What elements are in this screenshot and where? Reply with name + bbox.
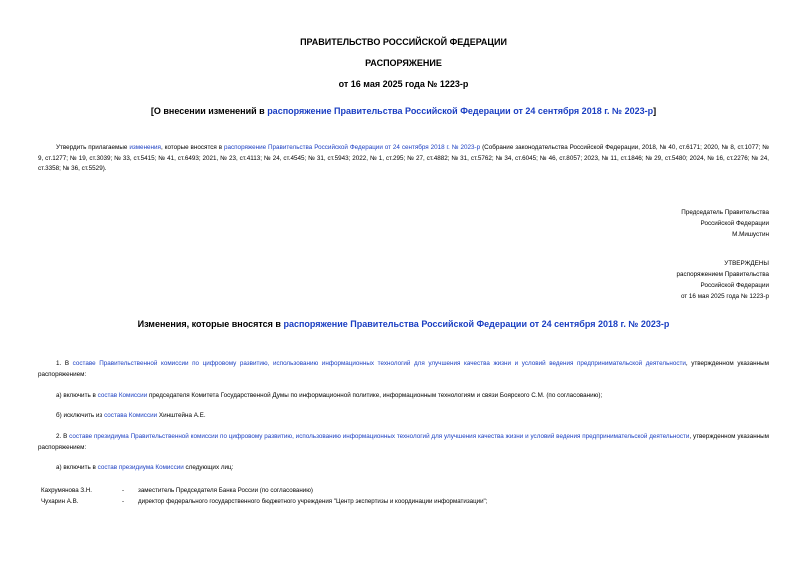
changes-title-link[interactable]: распоряжение Правительства Российской Федерации от 24 сентября 2018 г. № 2023-р [283,319,670,329]
item-1b-pre: б) исключить из [56,412,105,419]
person-description: директор федерального государственного бюджетного учреждения "Центр экспертизы и координации информатизации"; [138,498,488,505]
item-1-link[interactable]: составе Правительственной комиссии по цифровому развитию, использованию информационных технологий для улучшения качества жизни и условий ведения предпринимательской деятельности [72,360,686,367]
item-2-number: 2. В [56,433,70,440]
decree-link[interactable]: распоряжение Правительства Российской Федерации от 24 сентября 2018 г. № 2023-р [224,144,481,151]
person-dash: - [122,498,125,505]
title-link[interactable]: распоряжение Правительства Российской Федерации от 24 сентября 2018 г. № 2023-р [267,106,654,116]
paragraph-text-1: Утвердить прилагаемые [56,144,130,151]
item-1a-post: председателя Комитета Государственной Думы по информационной политике, информационным технологиям и связи Боярского С.М. (по согласованию); [147,392,603,399]
document-date-number: от 16 мая 2025 года № 1223-р [338,79,469,89]
item-1-number: 1. В [56,360,73,367]
signature-line-1: Председатель Правительства [681,209,769,216]
person-description: заместитель Председателя Банка России (по согласованию) [138,487,313,494]
item-2 [38,432,769,453]
approval-line-4: от 16 мая 2025 года № 1223-р [680,293,769,300]
item-2a-link[interactable]: состав президиума Комиссии [97,464,184,471]
changes-title-text: Изменения, которые вносятся в [137,319,284,329]
signature-block [681,207,769,240]
approval-block [677,258,769,302]
person-name: Чухарин А.В. [41,498,79,505]
document-type: РАСПОРЯЖЕНИЕ [365,58,442,68]
approval-line-3: Российской Федерации [700,282,769,289]
item-2a [56,463,769,474]
item-2a-post: следующих лиц: [183,464,234,471]
item-1a-pre: а) включить в [56,392,98,399]
item-2a-pre: а) включить в [56,464,98,471]
item-2-tail: , утвержденном указанным распоряжением: [38,433,770,451]
government-title: ПРАВИТЕЛЬСТВО РОССИЙСКОЙ ФЕДЕРАЦИИ [300,37,507,47]
paragraph-text-2: , которые вносятся в [160,144,224,151]
changes-title [0,319,807,329]
changes-link[interactable]: изменения [129,144,161,151]
document-title [0,106,807,116]
title-open: [О внесении изменений в [150,106,268,116]
item-1-tail: , утвержденном указанным распоряжением: [38,360,769,378]
item-1 [38,359,769,380]
item-1a [56,391,769,402]
person-name: Кахрумянова З.Н. [41,487,93,494]
item-1a-link[interactable]: состав Комиссии [97,392,148,399]
item-1b [56,411,769,422]
person-dash: - [122,487,125,494]
item-2-link[interactable]: составе президиума Правительственной комиссии по цифровому развитию, использованию информационных технологий для улучшения качества жизни и условий ведения предпринимательской деятельности [69,433,690,440]
approval-line-1: УТВЕРЖДЕНЫ [724,260,769,267]
item-1b-link[interactable]: состава Комиссии [104,412,158,419]
paragraph-text-3: (Собрание законодательства Российской Федерации, 2018, № 40, ст.6171; 2020, № 8, ст.1077; № 9, ст.1277; № 19, ст.3039; № 33, ст.5415; № 41, ст.6493; 2021, № 23, ст.4113; № 24, ст.4545; № 31, ст.5943; 2022, № 1, ст.295; № 27, ст.4882; № 31, ст.5762; № 34, ст.6045; № 46, ст.8057; 2023, № 11, ст.1846; № 29, ст.5480; 2024, № 16, ст.2276; № 24, ст.3358; № 36, ст.5529). [38,144,769,173]
signature-line-3: М.Мишустин [732,231,769,238]
signature-line-2: Российской Федерации [700,220,769,227]
item-1b-post: Хинштейна А.Е. [157,412,206,419]
title-close: ] [653,106,657,116]
main-paragraph [38,143,769,175]
approval-line-2: распоряжением Правительства [676,271,769,278]
